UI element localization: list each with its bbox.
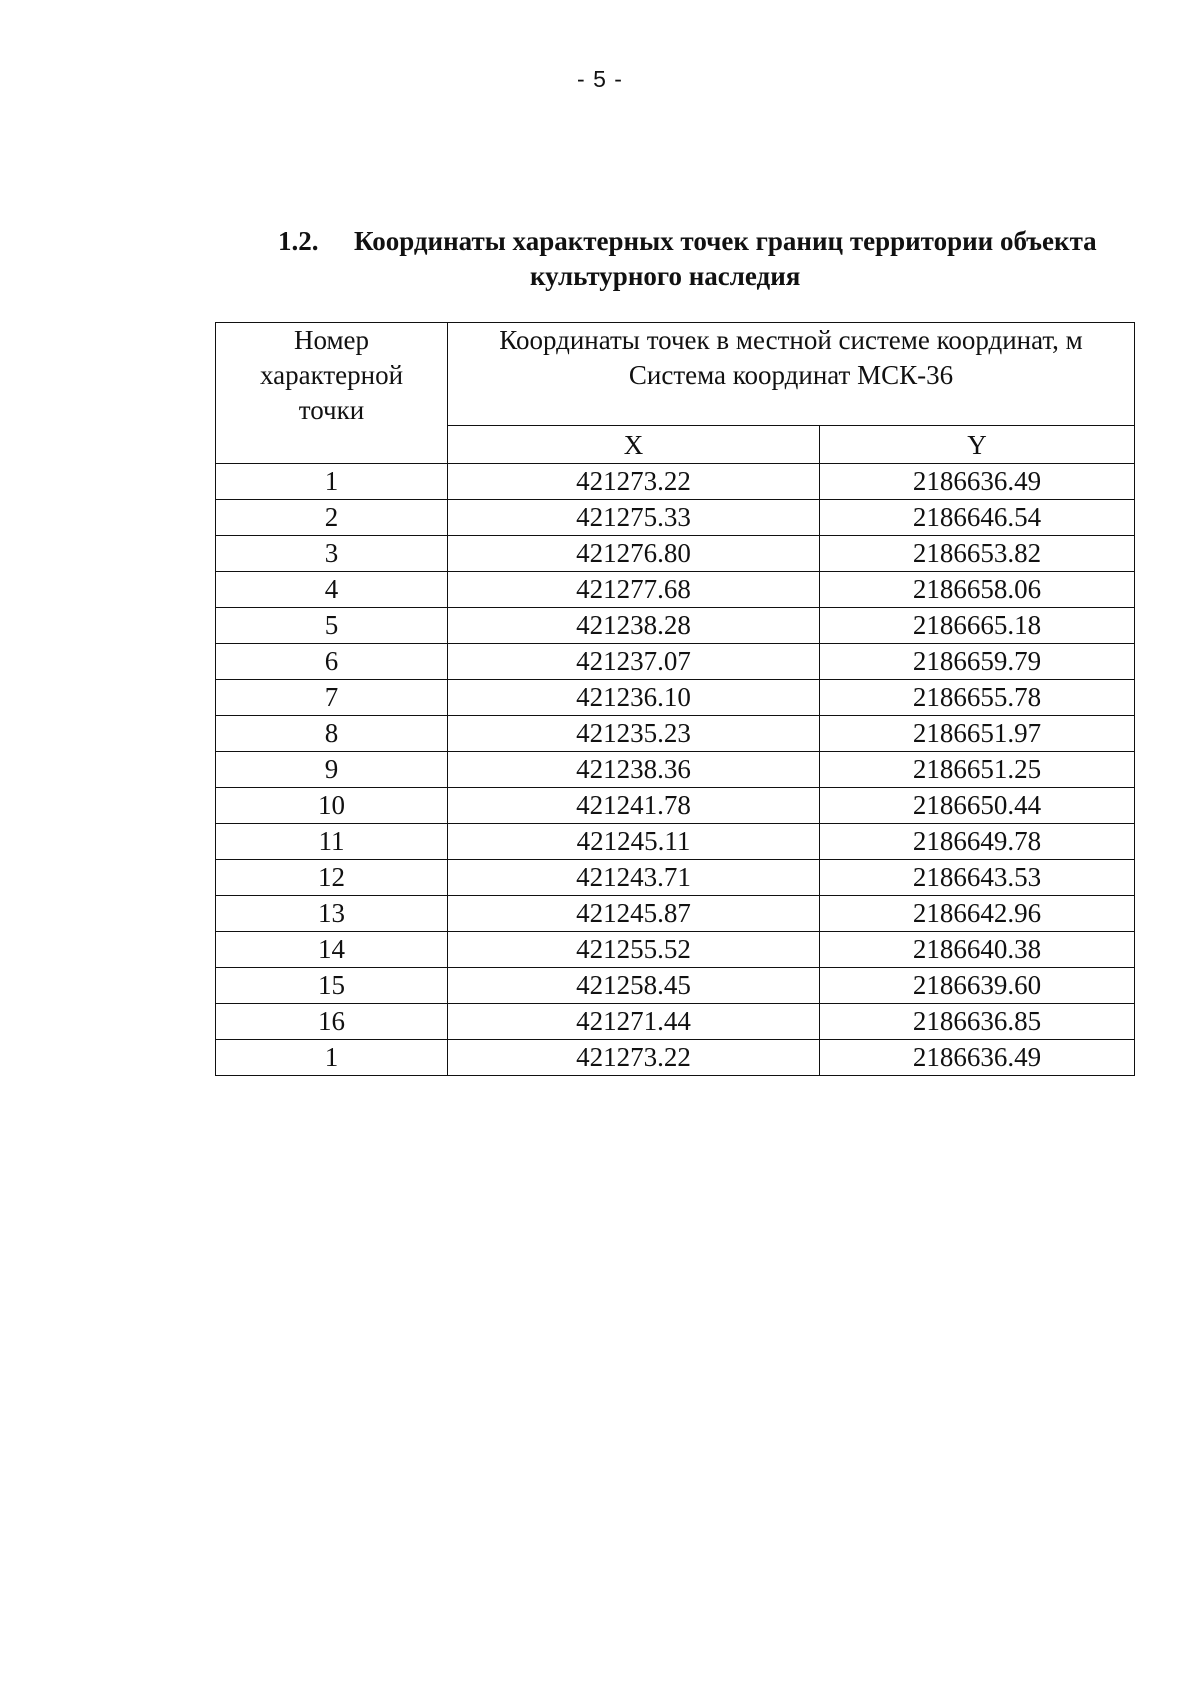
section-title-line2: культурного наследия [530,261,801,291]
table-body [216,464,1135,1076]
x-coordinate-cell: 421245.11 [448,824,820,860]
point-number-cell: 2 [216,500,448,536]
table-row [216,968,1135,1004]
point-number-cell: 9 [216,752,448,788]
point-number-cell: 8 [216,716,448,752]
y-coordinate-cell: 2186665.18 [820,608,1135,644]
x-coordinate-cell: 421255.52 [448,932,820,968]
x-coordinate-cell: 421273.22 [448,464,820,500]
table-row [216,860,1135,896]
table-row [216,932,1135,968]
x-coordinate-cell: 421238.28 [448,608,820,644]
coordinates-header-title: Координаты точек в местной системе координат, м [499,325,1083,355]
table-row [216,1040,1135,1076]
y-coordinate-cell: 2186636.85 [820,1004,1135,1040]
table-row [216,896,1135,932]
point-number-cell: 14 [216,932,448,968]
coordinates-table [215,322,1135,1076]
y-coordinate-cell: 2186651.97 [820,716,1135,752]
table-row [216,680,1135,716]
point-header-line: характерной [259,360,404,390]
point-header-line: Номер [293,325,370,355]
table-row [216,464,1135,500]
y-coordinate-cell: 2186658.06 [820,572,1135,608]
x-coordinate-cell: 421275.33 [448,500,820,536]
point-number-cell: 5 [216,608,448,644]
table-header-row [216,323,1135,426]
point-number-cell: 7 [216,680,448,716]
y-coordinate-cell: 2186655.78 [820,680,1135,716]
x-coordinate-cell: 421235.23 [448,716,820,752]
table-row [216,716,1135,752]
y-coordinate-cell: 2186646.54 [820,500,1135,536]
x-coordinate-cell: 421271.44 [448,1004,820,1040]
section-heading-line1 [278,224,1158,259]
y-coordinate-cell: 2186650.44 [820,788,1135,824]
point-number-cell: 1 [216,1040,448,1076]
y-coordinate-cell: 2186642.96 [820,896,1135,932]
table-row [216,1004,1135,1040]
section-heading [278,224,1158,294]
y-coordinate-cell: 2186651.25 [820,752,1135,788]
y-coordinate-cell: 2186659.79 [820,644,1135,680]
coordinates-system-label: Система координат МСК-36 [628,360,954,390]
x-coordinate-cell: 421277.68 [448,572,820,608]
table-row [216,824,1135,860]
table-row [216,500,1135,536]
x-coordinate-cell: 421236.10 [448,680,820,716]
table-row [216,644,1135,680]
point-number-cell: 6 [216,644,448,680]
table-row [216,788,1135,824]
y-column-header: Y [820,426,1135,464]
y-coordinate-cell: 2186639.60 [820,968,1135,1004]
point-number-cell: 10 [216,788,448,824]
point-header-line: точки [298,395,365,425]
page-number: - 5 - [577,66,623,92]
coordinates-header [448,323,1135,426]
point-number-cell: 3 [216,536,448,572]
y-coordinate-cell: 2186653.82 [820,536,1135,572]
x-coordinate-cell: 421258.45 [448,968,820,1004]
point-number-cell: 12 [216,860,448,896]
x-coordinate-cell: 421237.07 [448,644,820,680]
x-coordinate-cell: 421241.78 [448,788,820,824]
x-column-header: X [448,426,820,464]
point-number-cell: 13 [216,896,448,932]
table-row [216,608,1135,644]
point-number-cell: 15 [216,968,448,1004]
point-number-cell: 1 [216,464,448,500]
y-coordinate-cell: 2186636.49 [820,464,1135,500]
x-coordinate-cell: 421273.22 [448,1040,820,1076]
y-coordinate-cell: 2186643.53 [820,860,1135,896]
x-coordinate-cell: 421243.71 [448,860,820,896]
point-number-cell: 4 [216,572,448,608]
x-coordinate-cell: 421245.87 [448,896,820,932]
table-row [216,572,1135,608]
point-number-header [216,323,448,464]
point-number-cell: 11 [216,824,448,860]
x-coordinate-cell: 421238.36 [448,752,820,788]
point-number-cell: 16 [216,1004,448,1040]
x-coordinate-cell: 421276.80 [448,536,820,572]
section-title-line1: Координаты характерных точек границ территории объекта [354,226,1097,256]
y-coordinate-cell: 2186649.78 [820,824,1135,860]
section-number: 1.2. [278,226,319,256]
y-coordinate-cell: 2186636.49 [820,1040,1135,1076]
table-row [216,752,1135,788]
y-coordinate-cell: 2186640.38 [820,932,1135,968]
table-row [216,536,1135,572]
